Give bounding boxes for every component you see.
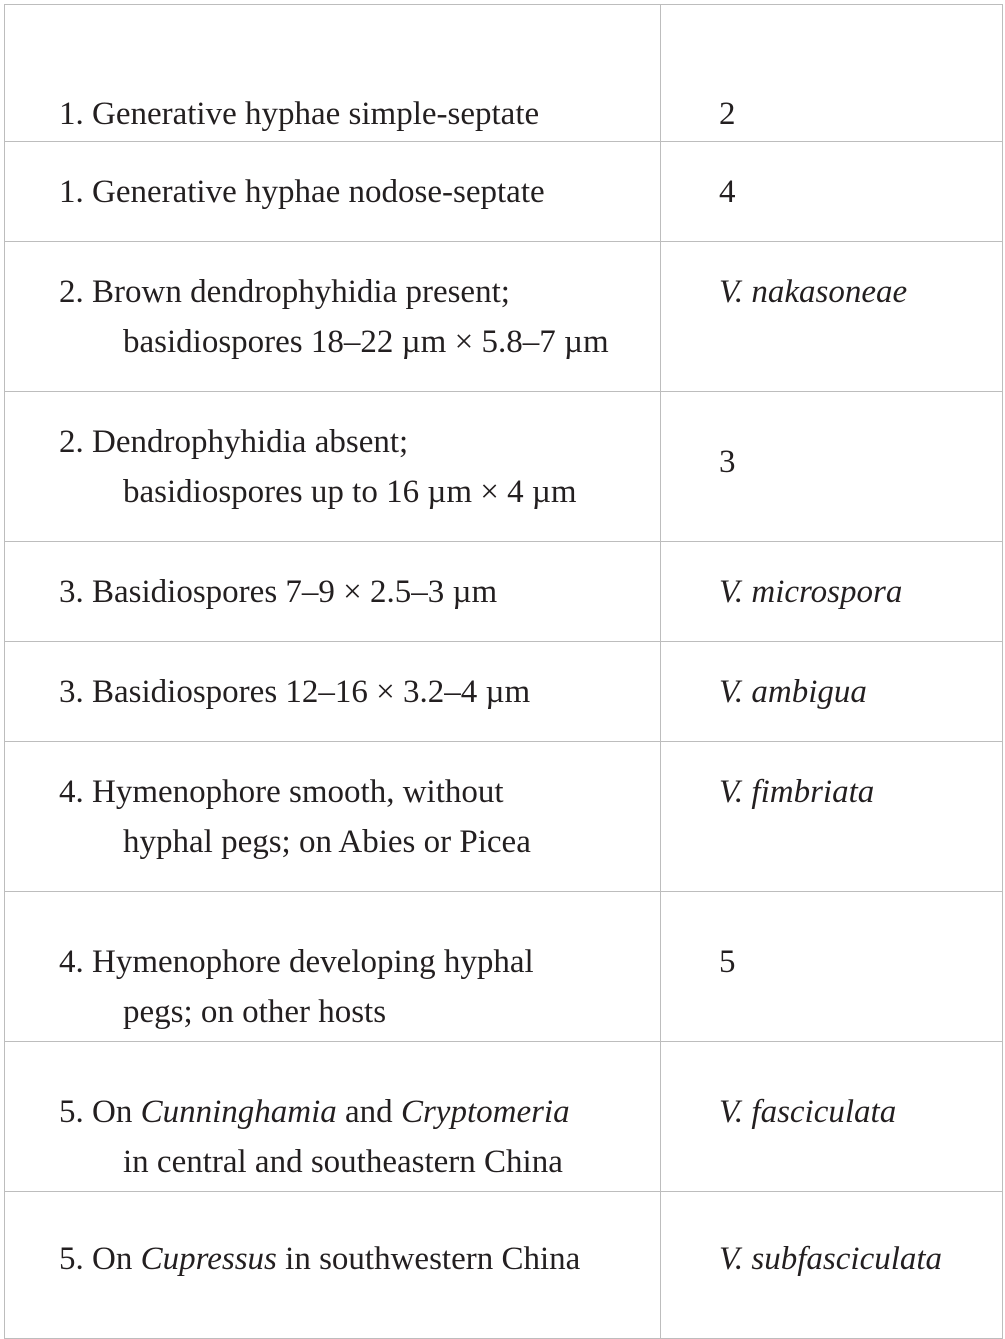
- table-row: [5, 742, 1003, 892]
- result-species: V. fasciculata: [719, 1094, 897, 1130]
- lead-text-line1: 2. Brown dendrophyhidia present;: [59, 274, 510, 310]
- table-row: [5, 1042, 1003, 1192]
- key-result: [661, 1042, 1003, 1192]
- key-lead: [5, 892, 661, 1042]
- result-species: V. ambigua: [719, 674, 867, 710]
- table-row: [5, 1192, 1003, 1339]
- table-row: [5, 642, 1003, 742]
- lead-text: 1. Generative hyphae nodose-septate: [59, 174, 545, 210]
- table-row: [5, 242, 1003, 392]
- result-text: 3: [719, 444, 736, 480]
- key-result: [661, 392, 1003, 542]
- key-result: [661, 242, 1003, 392]
- genus-name: Cupressus: [140, 1241, 277, 1277]
- lead-text-line2: hyphal pegs; on Abies or Picea: [123, 824, 531, 860]
- key-result: [661, 1192, 1003, 1339]
- key-lead: [5, 242, 661, 392]
- table-row: [5, 392, 1003, 542]
- result-species: V. nakasoneae: [719, 274, 908, 310]
- key-result: [661, 892, 1003, 1042]
- key-result: [661, 542, 1003, 642]
- key-result: [661, 142, 1003, 242]
- key-lead: [5, 642, 661, 742]
- genus-name: Cunninghamia: [140, 1094, 337, 1130]
- lead-suffix: in southwestern China: [276, 1241, 581, 1277]
- key-lead: [5, 142, 661, 242]
- key-lead: [5, 542, 661, 642]
- lead-text-line2: basidiospores up to 16 µm × 4 µm: [123, 474, 577, 510]
- key-result: [661, 742, 1003, 892]
- lead-prefix: 5. On: [59, 1241, 141, 1277]
- result-species: V. microspora: [719, 574, 903, 610]
- key-result: [661, 5, 1003, 142]
- result-species: V. fimbriata: [719, 774, 875, 810]
- result-species: V. subfasciculata: [719, 1241, 943, 1277]
- lead-text: [59, 1241, 580, 1277]
- lead-text-line1: [59, 1094, 570, 1130]
- identification-key-table: [4, 4, 1003, 1339]
- lead-text: 3. Basidiospores 7–9 × 2.5–3 µm: [59, 574, 498, 610]
- result-text: 4: [719, 174, 736, 210]
- lead-text-line1: 4. Hymenophore smooth, without: [59, 774, 504, 810]
- lead-mid: and: [336, 1094, 401, 1130]
- key-lead: [5, 742, 661, 892]
- lead-text-line1: 2. Dendrophyhidia absent;: [59, 424, 409, 460]
- lead-text: 3. Basidiospores 12–16 × 3.2–4 µm: [59, 674, 531, 710]
- table-row: [5, 892, 1003, 1042]
- lead-text-line2: in central and southeastern China: [123, 1144, 563, 1180]
- key-lead: [5, 392, 661, 542]
- table-row: [5, 5, 1003, 142]
- lead-prefix: 5. On: [59, 1094, 141, 1130]
- key-result: [661, 642, 1003, 742]
- lead-text-line2: pegs; on other hosts: [123, 994, 387, 1030]
- lead-text-line2: basidiospores 18–22 µm × 5.8–7 µm: [123, 324, 609, 360]
- key-lead: [5, 5, 661, 142]
- genus-name: Cryptomeria: [400, 1094, 570, 1130]
- key-lead: [5, 1192, 661, 1339]
- lead-text-line1: 4. Hymenophore developing hyphal: [59, 944, 534, 980]
- result-text: 2: [719, 96, 736, 132]
- result-text: 5: [719, 944, 736, 980]
- table-row: [5, 142, 1003, 242]
- key-lead: [5, 1042, 661, 1192]
- table-row: [5, 542, 1003, 642]
- lead-text: 1. Generative hyphae simple-septate: [59, 96, 540, 132]
